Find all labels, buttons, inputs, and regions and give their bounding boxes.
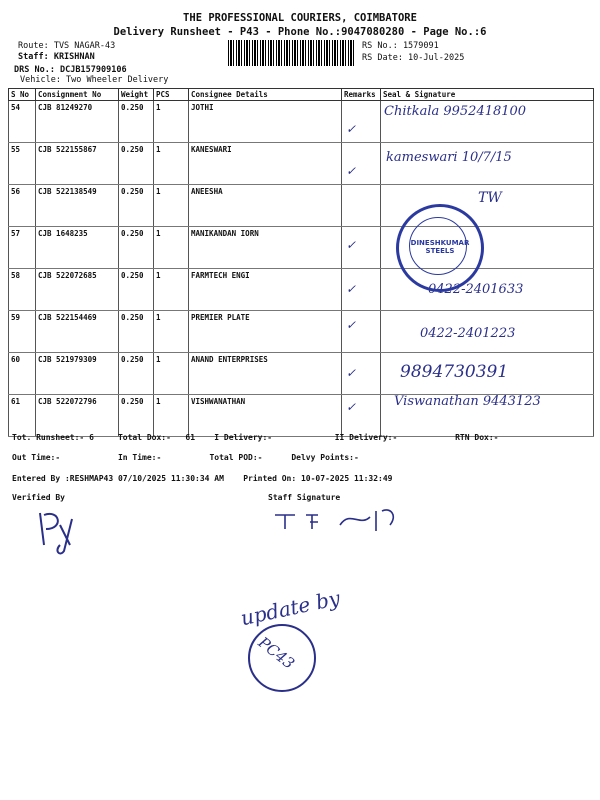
cell-consignee: JOTHI [189,101,342,143]
runsheet-subtitle: Delivery Runsheet - P43 - Phone No.:9047080280 - Page No.:6 [113,26,487,38]
signature-54: Chitkala 9952418100 [384,104,527,119]
cell-consignment: CJB 521979309 [36,353,119,395]
cell-pcs: 1 [154,143,189,185]
cell-weight: 0.250 [119,101,154,143]
rs-number: RS No.: 1579091 [362,41,439,51]
cell-remarks [342,185,381,227]
remark-mark: ✓ [346,400,357,414]
cell-consignee: MANIKANDAN IORN [189,227,342,269]
cell-consignment: CJB 81249270 [36,101,119,143]
cell-pcs: 1 [154,269,189,311]
cell-weight: 0.250 [119,269,154,311]
pc-circle [248,624,316,692]
cell-consignee: PREMIER PLATE [189,311,342,353]
rs-date: RS Date: 10-Jul-2025 [362,53,465,63]
col-consignment: Consignment No [36,89,119,101]
signature-58: 0422-2401633 [428,282,524,297]
cell-pcs: 1 [154,185,189,227]
update-note: update by [238,585,343,631]
signature-61: Viswanathan 9443123 [394,394,541,409]
stamp-text: DINESHKUMAR STEELS [410,239,470,255]
cell-sno: 61 [9,395,36,437]
cell-consignment: CJB 522155867 [36,143,119,185]
barcode [228,40,356,66]
staff-signature [270,505,410,535]
remark-mark: ✓ [346,318,357,332]
time-line: Out Time:- In Time:- Total POD:- Delvy Points:- [12,453,359,462]
staff-signature-label: Staff Signature [268,493,341,502]
col-consignee: Consignee Details [189,89,342,101]
col-seal: Seal & Signature [381,89,594,101]
remark-mark: ✓ [346,282,357,296]
signature-56: TW [478,190,502,206]
cell-sno: 58 [9,269,36,311]
table-row [9,185,594,227]
entered-line: Entered By :RESHMAP43 07/10/2025 11:30:34 AM Printed On: 10-07-2025 11:32:49 [12,474,393,483]
col-pcs: PCS [154,89,189,101]
cell-consignee: ANAND ENTERPRISES [189,353,342,395]
cell-pcs: 1 [154,227,189,269]
cell-pcs: 1 [154,311,189,353]
remark-mark: ✓ [346,238,357,252]
cell-sno: 57 [9,227,36,269]
company-title: THE PROFESSIONAL COURIERS, COIMBATORE [183,12,417,24]
cell-consignment: CJB 522072685 [36,269,119,311]
cell-sno: 54 [9,101,36,143]
cell-weight: 0.250 [119,311,154,353]
remark-mark: ✓ [346,164,357,178]
cell-consignee: VISHWANATHAN [189,395,342,437]
drs-number: DRS No.: DCJB157909106 [14,65,127,75]
signature-59: 0422-2401223 [420,326,516,341]
table-header [9,89,594,101]
cell-weight: 0.250 [119,353,154,395]
cell-weight: 0.250 [119,185,154,227]
cell-consignee: ANEESHA [189,185,342,227]
vehicle: Vehicle: Two Wheeler Delivery [20,75,169,85]
cell-weight: 0.250 [119,395,154,437]
runsheet-table [8,88,594,437]
pc-label: PC43 [254,633,298,673]
totals-line: Tot. Runsheet:- 6 Total Dox:- 61 I Delivery:- II Delivery:- RTN Dox:- [12,433,499,442]
cell-pcs: 1 [154,395,189,437]
col-weight: Weight [119,89,154,101]
col-remarks: Remarks [342,89,381,101]
cell-consignment: CJB 1648235 [36,227,119,269]
signature-60: 9894730391 [400,362,509,382]
cell-sno: 59 [9,311,36,353]
table-row [9,227,594,269]
cell-sno: 60 [9,353,36,395]
remark-mark: ✓ [346,122,357,136]
staff: Staff: KRISHNAN [18,52,95,62]
cell-pcs: 1 [154,353,189,395]
cell-consignee: FARMTECH ENGI [189,269,342,311]
verified-by-label: Verified By [12,493,65,502]
verified-signature [30,505,100,555]
cell-weight: 0.250 [119,227,154,269]
cell-weight: 0.250 [119,143,154,185]
col-sno: S No [9,89,36,101]
cell-consignment: CJB 522072796 [36,395,119,437]
cell-pcs: 1 [154,101,189,143]
cell-consignment: CJB 522154469 [36,311,119,353]
cell-consignee: KANESWARI [189,143,342,185]
cell-sno: 56 [9,185,36,227]
company-stamp [396,204,484,292]
route: Route: TVS NAGAR-43 [18,41,116,51]
cell-consignment: CJB 522138549 [36,185,119,227]
signature-55: kameswari 10/7/15 [386,150,512,165]
remark-mark: ✓ [346,366,357,380]
cell-sno: 55 [9,143,36,185]
